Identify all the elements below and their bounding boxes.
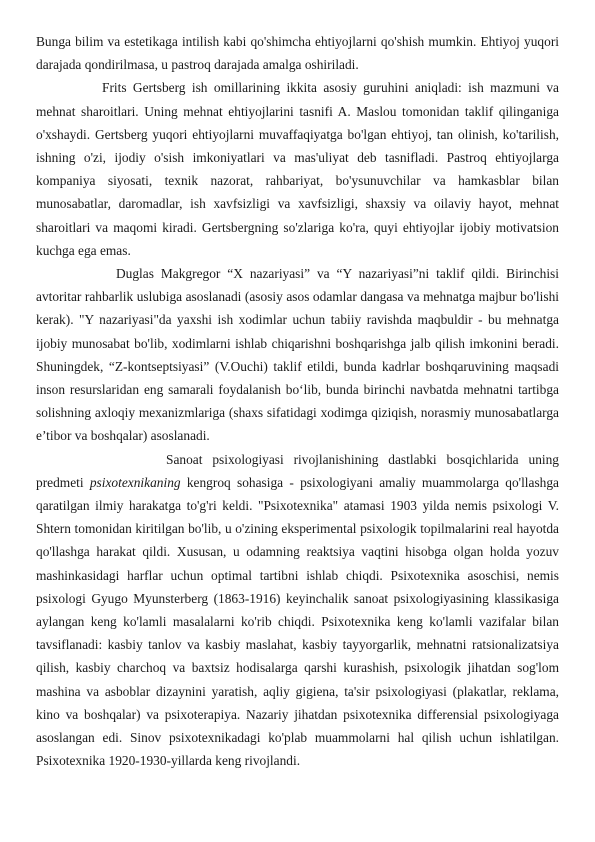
paragraph-herzberg: Frits Gertsberg ish omillarining ikkita asosiy guruhini aniqladi: ish mazmuni va mehnat sharoitlari. Uning mehnat ehtiyojlarini tasnifi A. Maslou tomonidan taklif qilinganiga o'xshaydi. Gertsberg yuqori ehtiyojlarni muvaffaqiyatga bo'lgan ehtiyoj, tan olinish, ko'tarilish, ishning o'zi, ijodiy o'sish imkoniyatlari va mas'uliyat deb tasnifladi. Pastroq ehtiyojlarga kompaniya siyosati, texnik nazorat, rahbariyat, bo'ysunuvchilar va hamkasblar bilan munosabatlar, daromadlar, ish xavfsizligi va xavfsizligi, shaxsiy va oilaviy hayot, mehnat sharoitlari va maqomi kiradi. Gertsbergning so'zlariga ko'ra, quyi ehtiyojlar ijobiy motivatsion kuchga ega emas.: [36, 80, 559, 258]
italic-term: psixotexnikaning: [89, 474, 181, 490]
paragraph-text-after: kengroq sohasiga - psixologiyani amaliy muammolarga qo'llashga qaratilgan ilmiy harakatga to'g'ri keldi. "Psixotexnika" atamasi 1903 yilda nemis psixologi V. Shtern tomonidan kiritilgan bo'lib, u o'zining eksperimental psixologik topilmalarini real hayotda qo'llashga harakat qildi. Xususan, u odamning reaktsiya vaqtini hisobga olgan holda yozuv mashinkasidagi harflar uchun optimal tartibni ishlab chiqdi. Psixotexnika asoschisi, nemis psixologi Gyugo Myunsterberg (1863-1916) keyinchalik sanoat psixologiyasining klassikasiga aylangan keng ko'lamli masalalarni ko'rib chiqdi. Psixotexnika keng ko'lamli vazifalar bilan tavsiflanadi: kasbiy tanlov va kasbiy maslahat, kasbiy tayyorgarlik, mehnatni ratsionalizatsiya qilish, kasbiy charchoq va baxtsiz hodisalarga qarshi kurashish, psixologik jihatdan sog'lom mashina va asboblar dizaynini yaratish, aqliy gigiena, ta'sir psixologiyasi (plakatlar, reklama, kino va boshqalar) va psixoterapiya. Nazariy jihatdan psixotexnika differensial psixologiyaga asoslangan edi. Sinov psixotexnikadagi ko'plab muammolarni hal qilish uchun ishlatilgan. Psixotexnika 1920-1930-yillarda keng rivojlandi.: [36, 474, 559, 769]
paragraph-needs-hierarchy: Bunga bilim va estetikaga intilish kabi qo'shimcha ehtiyojlarni qo'shish mumkin. Ehtiyoj yuqori darajada qondirilmasa, u pastroq darajada amalga oshiriladi.: [36, 34, 559, 73]
document-page: [36, 30, 559, 773]
paragraph-psychotechnics: [36, 448, 559, 773]
paragraph-text-before: Sanoat psixologiyasi rivojlanishining dastlabki bosqichlarida uning predmeti: [36, 451, 559, 490]
paragraph-mcgregor: Duglas Makgregor “X nazariyasi” va “Y nazariyasi”ni taklif qildi. Birinchisi avtoritar rahbarlik uslubiga asoslanadi (asosiy asos odamlar dangasa va mehnatga majbur bo'lishi kerak). "Y nazariyasi"da yaxshi ish xodimlar uchun tabiiy ravishda maqbuldir - bu mehnatga ijobiy munosabat bo'lib, xodimlarni ishlab chiqarishni boshqarishga jalb qilish imkonini beradi. Shuningdek, “Z-kontseptsiyasi” (V.Ouchi) taklif etildi, bunda kadrlar boshqaruvining maqsadi inson resurslaridan eng samarali foydalanish bo‘lib, bunda birinchi navbatda mehnatni tartibga solishning axloqiy mexanizmlariga (shaxs sifatidagi xodimga qiziqish, norasmiy munosabatlarga e’tibor va boshqalar) asoslanadi.: [36, 266, 559, 444]
